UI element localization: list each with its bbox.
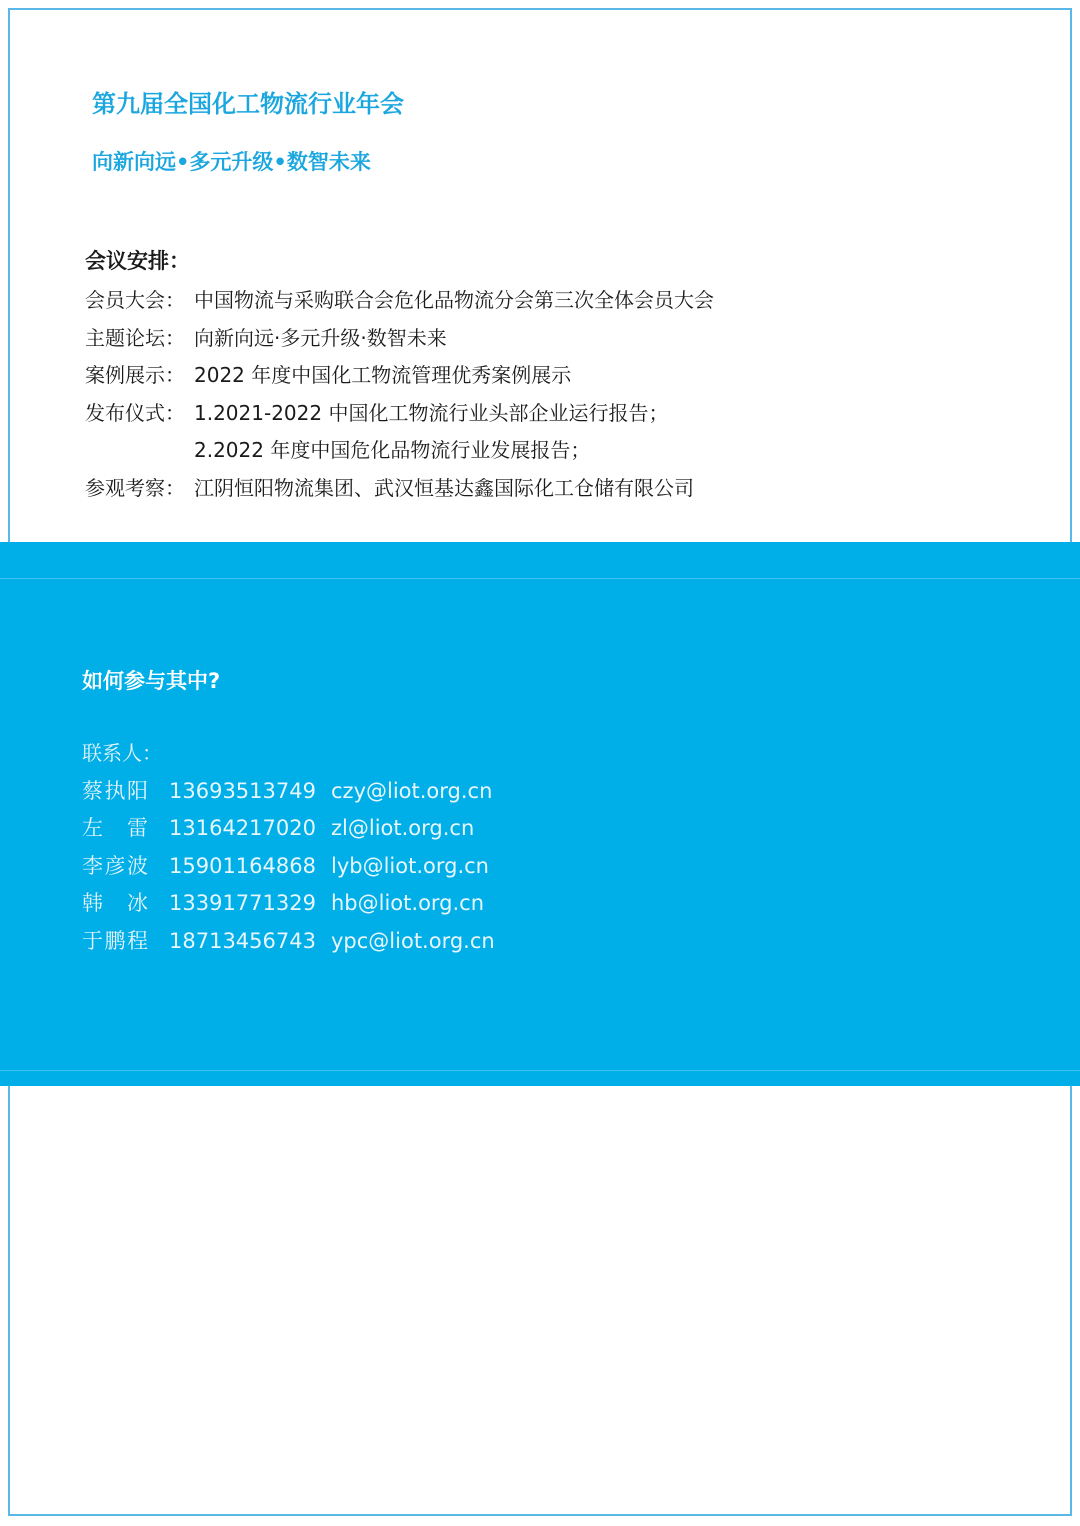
contact-row xyxy=(82,773,495,811)
contact-row xyxy=(82,885,495,923)
contact-row xyxy=(82,848,495,886)
agenda-item-label: 案例展示： xyxy=(85,363,185,387)
page-subtitle: 向新向远•多元升级•数智未来 xyxy=(92,150,371,174)
agenda-item xyxy=(85,320,965,358)
contact-email: czy@liot.org.cn xyxy=(331,778,493,803)
agenda-item xyxy=(85,432,965,470)
agenda-item-label: 会员大会： xyxy=(85,288,185,312)
contact-row xyxy=(82,923,495,961)
contact-phone: 15901164868 xyxy=(169,853,316,878)
page-title: 第九届全国化工物流行业年会 xyxy=(92,90,404,118)
agenda-heading: 会议安排： xyxy=(85,249,190,273)
agenda-item xyxy=(85,357,965,395)
agenda-item-text: 2022 年度中国化工物流管理优秀案例展示 xyxy=(194,363,572,387)
band-divider xyxy=(0,578,1080,579)
contact-email: hb@liot.org.cn xyxy=(331,891,485,915)
contact-email: zl@liot.org.cn xyxy=(331,816,475,840)
participate-title: 如何参与其中? xyxy=(82,669,221,693)
contact-row xyxy=(82,810,495,848)
contact-name: 蔡执阳 xyxy=(82,778,148,803)
agenda-item-text: 2.2022 年度中国危化品物流行业发展报告； xyxy=(194,438,591,462)
contact-phone: 13391771329 xyxy=(169,891,316,915)
agenda-item xyxy=(85,282,965,320)
contact-name: 于鹏程 xyxy=(82,928,148,953)
agenda-section xyxy=(85,244,965,507)
agenda-item-label: 发布仪式： xyxy=(85,400,185,425)
contact-name: 李彦波 xyxy=(82,853,148,878)
contact-label: 联系人： xyxy=(82,741,162,765)
band-divider xyxy=(0,1070,1080,1071)
contact-email: lyb@liot.org.cn xyxy=(331,853,489,878)
agenda-item-text: 江阴恒阳物流集团、武汉恒基达鑫国际化工仓储有限公司 xyxy=(194,475,694,500)
contact-phone: 13164217020 xyxy=(169,816,316,840)
contact-list xyxy=(82,735,495,960)
agenda-item-label: 主题论坛： xyxy=(85,325,185,350)
agenda-item-label: 参观考察： xyxy=(85,475,185,500)
agenda-item-label xyxy=(85,432,194,470)
agenda-item-text: 向新向远·多元升级·数智未来 xyxy=(194,325,447,350)
contact-phone: 13693513749 xyxy=(169,778,316,803)
agenda-item xyxy=(85,395,965,433)
contact-name: 左 雷 xyxy=(82,816,148,840)
agenda-item-text: 1.2021-2022 中国化工物流行业头部企业运行报告； xyxy=(194,400,669,425)
contact-phone: 18713456743 xyxy=(169,928,316,953)
agenda-item xyxy=(85,470,965,508)
contact-email: ypc@liot.org.cn xyxy=(331,928,495,953)
contact-name: 韩 冰 xyxy=(82,891,148,915)
agenda-item-text: 中国物流与采购联合会危化品物流分会第三次全体会员大会 xyxy=(194,288,714,312)
